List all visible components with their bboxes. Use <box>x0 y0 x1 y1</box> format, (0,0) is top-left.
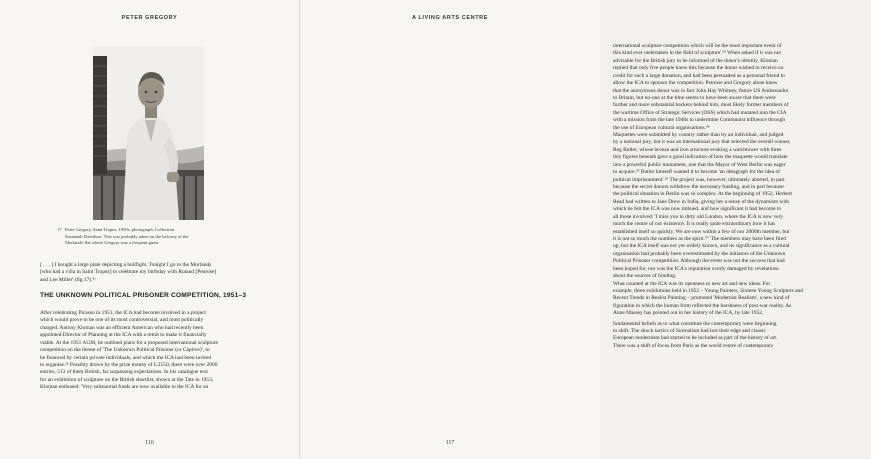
body-line: competition on the theme of 'The Unknown Political Prisoner (or Captive)', to <box>40 347 210 354</box>
body-line: replied that only five people knew this because the donor wished to receive no <box>613 65 784 72</box>
body-line: established itself so quickly. We are now within a few of our 2000th member, but <box>613 228 790 235</box>
page-number-left: 116 <box>145 440 154 446</box>
body-line: allow the ICA to sponsor the competition. Penrose and Gregory alone knew <box>613 80 778 87</box>
body-line: be financed by certain private individuals, and which the ICA had been invited <box>40 354 212 361</box>
quote-line: [who had a villa in Saint Tropez] to celebrate my birthday with Roland [Penrose] <box>40 269 217 276</box>
body-line: by a national jury, but it was an international jury that selected the overall winner, <box>613 139 791 146</box>
figure-caption <box>57 227 232 247</box>
section-heading: THE UNKNOWN POLITICAL PRISONER COMPETITION, 1951–3 <box>40 292 247 299</box>
caption-line: Peter Gregory, Saint Tropez, 1950s, photograph, Collection <box>65 227 175 232</box>
running-head-right: A LIVING ARTS CENTRE <box>411 15 489 21</box>
body-line: European modernism had started to be included as part of the history of art. <box>613 335 778 342</box>
body-line: to acquire.³⁵ Butler himself wanted it to become 'an ideograph for the idea of <box>613 169 780 176</box>
body-line: What counted at the ICA was its openness to new art and new ideas. For <box>613 280 771 287</box>
body-line: international sculpture competition which will be the most important event of <box>613 43 782 49</box>
body-line: it is not so much the numbers as the spirit.'³⁷ The members may have been fired <box>613 235 786 242</box>
body-line: There was a shift of focus from Paris as the world centre of contemporary <box>613 342 774 349</box>
body-line: which he felt the ICA was now imbued, and how significant it had become to <box>613 206 782 213</box>
figure-photograph <box>93 46 204 220</box>
body-line: to organise.³² Possibly drawn by the prize money of £,2550, there were over 2000 <box>40 361 218 368</box>
body-line: which would prove to be one of its most controversial, and most politically <box>40 317 204 324</box>
body-line: the political situation in Berlin was so complex. At the beginning of 1952, Herbert <box>613 191 792 198</box>
body-line: to Britain, but no-one at the time seems to have been aware that there were <box>613 94 776 101</box>
body-line: Political Prisoner competition. Although the event was not the success that had <box>613 258 785 265</box>
body-line: Reg Butler, whose bronze and iron structure evoking a watchtower with three <box>613 146 782 153</box>
quote-line: and Lee Miller' (fig.17).³¹ <box>40 276 96 283</box>
left-page <box>0 0 300 459</box>
body-line: up, but the ICA itself was not yet widely known, and its significance as a cultural <box>613 243 790 250</box>
body-line: fundamental beliefs as to what constitute the contemporary were beginning <box>613 320 777 327</box>
quote-block <box>40 262 264 284</box>
body-line: example, three exhibitions held in 1952 – Young Painters, Sixteen Young Sculptors and <box>613 287 803 294</box>
body-line: for an exhibition of sculpture on the British shortlist, shown at the Tate in 1953, <box>40 376 214 383</box>
figure-number: 17 <box>57 227 62 232</box>
body-line: much the centre of our existence. It is really quite extraordinary how it has <box>613 221 776 228</box>
right-body-text <box>613 43 871 350</box>
body-line: further and more substantial backers behind him, most likely former members of <box>613 102 789 109</box>
man-at-balcony-photo <box>93 46 204 220</box>
body-line: tiny figures beneath gave a good indication of how the maquette would translate <box>613 154 788 161</box>
body-line: Read had written to Jane Drew in India, giving her a sense of the dynamism with <box>613 198 790 205</box>
body-line: entries, 513 of them British, far surpassing expectations. In his catalogue text <box>40 369 208 376</box>
body-line: with a mission from the late 1940s to undermine Communist influence through <box>613 117 786 124</box>
body-line: about the sources of funding. <box>613 273 677 280</box>
caption-line: Morlands' flat where Gregory was a frequent guest. <box>65 240 160 246</box>
body-line: Recent Trends in Realist Painting – promoted 'Modernist Realism', a new kind of <box>613 295 790 302</box>
body-line: organisation had probably been overestimated by the initiators of the Unknown <box>613 250 786 257</box>
running-head-left: PETER GREGORY <box>121 15 178 21</box>
body-line: Maquettes were submitted by country rather than by an individual, and judged <box>613 132 784 139</box>
body-line: credit for such a large donation, and had been persuaded as a personal friend to <box>613 72 785 79</box>
body-line: to shift. The shock tactics of Surrealism had lost their edge and classic <box>613 328 766 335</box>
body-line: advisable for the British jury to be informed of the donor's identity, Kloman <box>613 57 778 64</box>
caption-line: Susannah Davidson. This was probably taken on the balcony of the <box>65 233 189 239</box>
body-line: charged. Antony Kloman was an efficient American who had recently been <box>40 324 204 331</box>
body-line: into a powerful public monument, one that the Mayor of West Berlin was eager <box>613 161 786 168</box>
body-line: viable. At the 1951 AGM, he outlined plans for a proposed international sculpture <box>40 339 218 346</box>
body-line: the use of European cultural organisations.³⁴ <box>613 124 710 131</box>
quote-line: [ . . . ] I bought a large plate depicting a bullfight. Tonight I go to the Morlands <box>40 262 212 268</box>
body-line: Anne Massey has pointed out in her history of the ICA, by late 1952, <box>613 310 764 317</box>
body-line: because the secret donors withdrew the necessary funding, and in part because <box>613 184 784 191</box>
page-number-right: 117 <box>445 440 455 446</box>
left-body-paragraph <box>40 310 264 392</box>
body-line: After celebrating Picasso in 1951, the ICA had become involved in a project <box>40 310 206 316</box>
body-line: all those involved: 'I miss you in dirty old London, where the ICA is now very <box>613 213 784 220</box>
body-line: figuration in which the human form reflected the harshness of post-war reality. As <box>613 302 792 309</box>
body-line: appointed Director of Planning at the ICA with a remit to make it financially <box>40 332 207 339</box>
right-page <box>300 0 803 459</box>
body-line: political imprisonment'.³⁶ The project was, however, ultimately aborted, in part <box>613 176 785 183</box>
body-line: been hoped for, nor was the ICA's reputation overly damaged by revelations <box>613 265 779 272</box>
body-line: that the anonymous donor was in fact John Hay Whitney, future US Ambassador <box>613 87 789 94</box>
body-line: Kloman enthused: 'Very substantial funds are now available to the ICA for an <box>40 384 209 391</box>
body-line: the wartime Office of Strategic Services (OSS) which had mutated into the CIA <box>613 109 787 116</box>
body-line: this kind ever undertaken in the field of sculpture'.³³ When asked if it was not <box>613 50 781 57</box>
